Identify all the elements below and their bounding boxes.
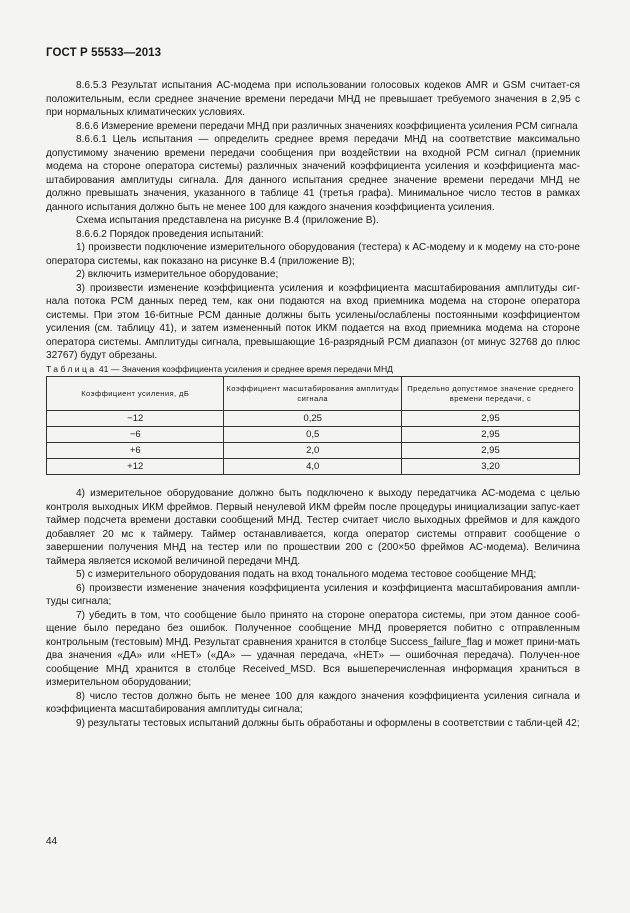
paragraph: 9) результаты тестовых испытаний должны быть обработаны и оформлены в соответствии с табли-цей 42; — [76, 717, 580, 729]
table-cell: −6 — [47, 427, 224, 443]
paragraph: 3) произвести изменение коэффициента усиления и коэффициента масштабирования амплитуды сиг-нала потока PCM данных перед тем, как они подаются на вход приемника модема на стороне оператора системы. При этом 16-битные PCM данные должны быть усилены/ослаблены постоянными коэффициентом усиления (см. таблицу 41), и затем измененный поток ИКМ подается на вход приемника модема на стороне оператора системы. Амплитуды сигнала, превышающие 16-разрядный PCM диапазон (от минус 32768 до плюс 32767) будут обрезаны. — [46, 282, 580, 361]
table-cell: +12 — [47, 459, 224, 475]
table-cell: 0,5 — [224, 427, 401, 443]
paragraph: 4) измерительное оборудование должно быть подключено к выходу передатчика АС-модема с целью контроля выходных ИКМ фреймов. Первый ненулевой ИКМ фрейм после процедуры инициализации запус-кает таймер подсчета времени доставки сообщений МНД. Тестер считает число выходных фреймов и для каждого добавляет 20 мс к таймеру. Таймер останавливается, когда оператор системы отправит сообщение о завершении получения МНД на тестер или по прошествии 200 с (200×50 фреймов АС-модема). Величина таймера является искомой величиной передачи МНД. — [46, 488, 580, 567]
table-caption-text: 41 — Значения коэффициента усиления и среднее время передачи МНД — [98, 363, 393, 374]
page-number: 44 — [46, 836, 58, 847]
document-body — [46, 79, 580, 730]
paragraph: 2) включить измерительное оборудование; — [76, 269, 279, 280]
table-cell: −12 — [47, 411, 224, 427]
paragraph: 6) произвести изменение значения коэффициента усиления и коэффициента масштабирования ампли-туды сигнала; — [46, 582, 580, 607]
table-cell: 4,0 — [224, 459, 401, 475]
table-cell: 2,95 — [401, 443, 579, 459]
table-row — [47, 427, 580, 443]
paragraph: 5) с измерительного оборудования подать на вход тонального модема тестовое сообщение МНД; — [76, 569, 537, 580]
paragraph: 1) произвести подключение измерительного оборудования (тестера) к АС-модему и к модему на сто-роне оператора системы, как показано на рисунке В.4 (приложение В); — [46, 242, 580, 267]
table-row — [47, 443, 580, 459]
data-table — [46, 376, 580, 475]
column-header: Коэффициент усиления, дБ — [47, 377, 224, 411]
table-cell: 2,0 — [224, 443, 401, 459]
table-cell: 2,95 — [401, 411, 579, 427]
table-caption-label: Таблица — [46, 363, 97, 374]
paragraph: 8) число тестов должно быть не менее 100 для каждого значения коэффициента усиления сигнала и коэффициента масштабирования амплитуды сигнала; — [46, 690, 580, 715]
table-row — [47, 459, 580, 475]
paragraph: 8.6.6 Измерение времени передачи МНД при различных значениях коэффициента усиления PCM сигнала — [76, 120, 578, 132]
paragraph: Схема испытания представлена на рисунке В.4 (приложение В). — [76, 215, 379, 226]
table-cell: 2,95 — [401, 427, 579, 443]
table-cell: 0,25 — [224, 411, 401, 427]
paragraph: 8.6.6.2 Порядок проведения испытаний: — [76, 228, 264, 240]
table-caption — [46, 363, 580, 377]
paragraph: 8.6.5.3 Результат испытания АС-модема при использовании голосовых кодеков AMR и GSM считает-ся положительным, если среднее значение времени передачи МНД не превышает требуемого значения в 2,95 с при нормальных климатических условиях. — [46, 80, 580, 118]
table-row — [47, 411, 580, 427]
table-cell: 3,20 — [401, 459, 579, 475]
table-cell: +6 — [47, 443, 224, 459]
paragraph: 8.6.6.1 Цель испытания — определить среднее время передачи МНД на соответствие максимально допустимому значению времени передачи сообщения при воздействии на входной PCM сигнал (приемник модема на стороне оператора системы) различных значений коэффициента усиления и коэффициента мас-штабирования амплитуды сигнала. Для данного испытания среднее значение времени передачи МНД не должно превышать значения, указанного в таблице 41 (третья графа). Минимальное число тестов в рамках данного испытания должно быть не менее 100 для каждого значения коэффициента усиления. — [46, 134, 580, 213]
table-header-row — [47, 377, 580, 411]
column-header: Коэффициент масштабирования амплитуды сигнала — [224, 377, 401, 411]
document-header: ГОСТ Р 55533—2013 — [46, 47, 162, 59]
column-header: Предельно допустимое значение среднего времени передачи, с — [401, 377, 579, 411]
paragraph: 7) убедить в том, что сообщение было принято на стороне оператора системы, при этом данное сооб-щение было передано без ошибок. Полученное сообщение МНД проверяется побитно с отправленным контрольным (тестовым) МНД. Результат сравнения хранится в столбце Success_failure_flag и может прини-мать два значения «ДА» или «НЕТ» («ДА» — удачная передача, «НЕТ» — ошибочная передача). Получен-ное сообщение МНД хранится в столбце Received_MSD. Вся вышеперечисленная информация храниться в измерительном оборудовании; — [46, 609, 580, 688]
